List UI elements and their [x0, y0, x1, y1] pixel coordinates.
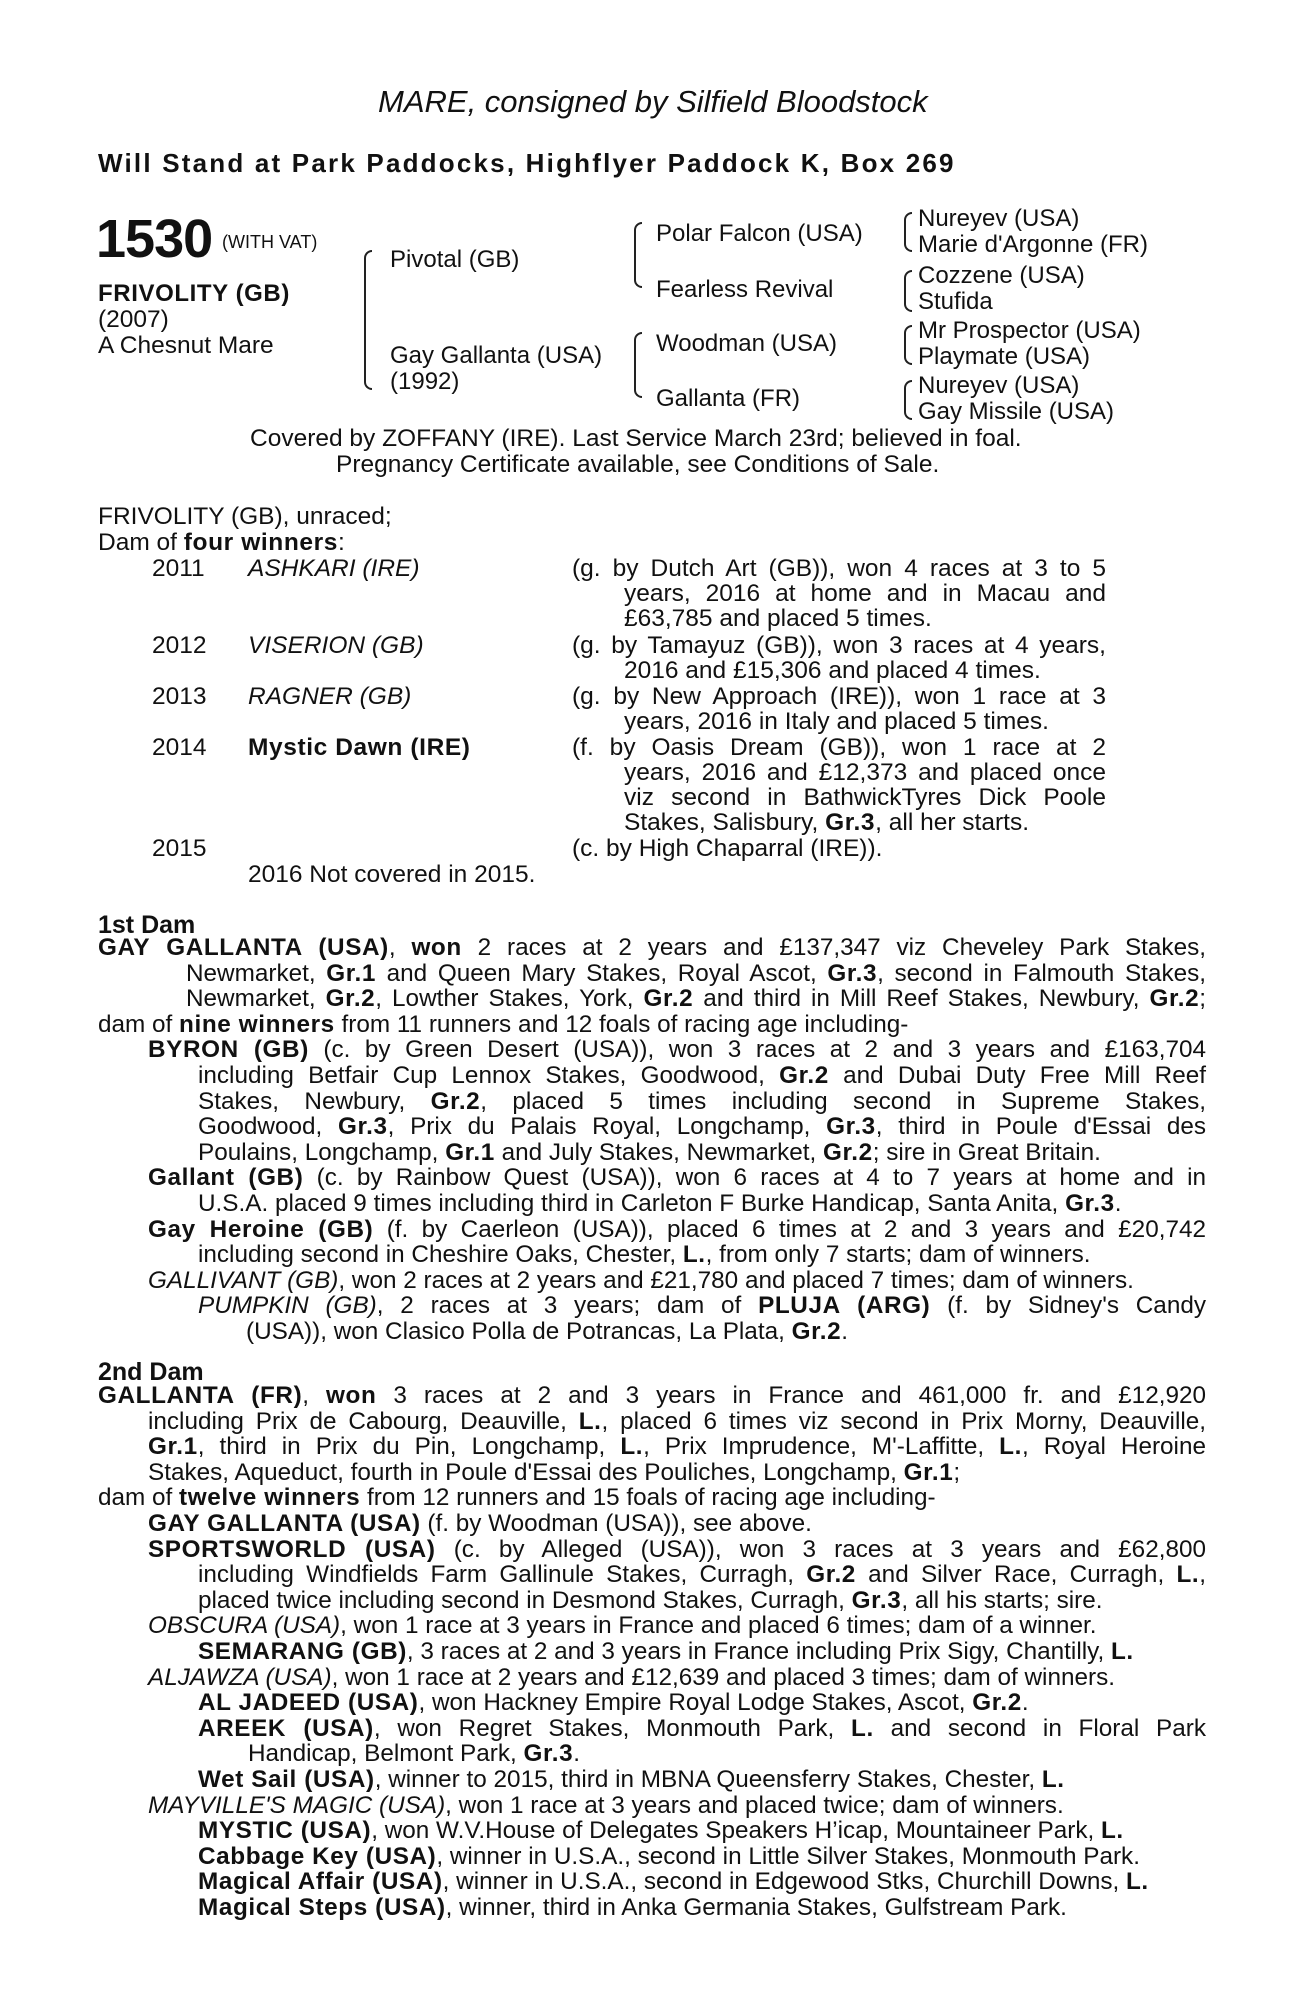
horse-name: FRIVOLITY (GB) — [98, 280, 290, 307]
sss: Nureyev (USA) — [918, 205, 1080, 232]
dam-year: (1992) — [390, 368, 460, 395]
brace-2 — [634, 222, 642, 288]
cabbage-line: Cabbage Key (USA), winner in U.S.A., second in Little Silver Stakes, Monmouth Park. — [198, 1842, 1140, 1870]
produce-year: 2013 — [152, 683, 207, 710]
magical-steps-line: Magical Steps (USA), winner, third in Anka Germania Stakes, Gulfstream Park. — [198, 1893, 1067, 1921]
heroine-line: Gay Heroine (GB) (f. by Caerleon (USA)), placed 6 times at 2 and 3 years and £20,742 — [148, 1215, 1206, 1243]
produce-line: £63,785 and placed 5 times. — [624, 605, 932, 632]
first-dam-line: Newmarket, Gr.1 and Queen Mary Stakes, Royal Ascot, Gr.3, second in Falmouth Stakes, — [186, 959, 1207, 987]
sportsworld-line: including Windfields Farm Gallinule Stakes, Curragh, Gr.2 and Silver Race, Curragh, L., — [198, 1561, 1206, 1589]
brace-7 — [904, 380, 912, 420]
horse-year: (2007) — [98, 306, 169, 333]
horse-description: A Chesnut Mare — [98, 332, 274, 359]
dam-sire: Woodman (USA) — [656, 330, 837, 357]
vat-note: (WITH VAT) — [222, 232, 318, 252]
obscura-line: OBSCURA (USA), won 1 race at 3 years in France and placed 6 times; dam of a winner. — [148, 1612, 1097, 1640]
sds: Cozzene (USA) — [918, 262, 1085, 289]
produce-line: (c. by High Chaparral (IRE)). — [572, 835, 883, 862]
sportsworld-line: placed twice including second in Desmond Stakes, Curragh, Gr.3, all his starts; sire. — [198, 1586, 1103, 1614]
produce-line: (g. by Dutch Art (GB)), won 4 races at 3 to 5 — [572, 555, 1106, 582]
covered-line-2: Pregnancy Certificate available, see Conditions of Sale. — [336, 451, 940, 478]
produce-name: RAGNER (GB) — [248, 683, 412, 710]
produce-year: 2014 — [152, 734, 207, 761]
aljawza-line: ALJAWZA (USA), won 1 race at 2 years and £12,639 and placed 3 times; dam of winners. — [148, 1663, 1115, 1691]
first-dam-line: dam of nine winners from 11 runners and 12 foals of racing age including- — [98, 1010, 909, 1038]
first-dam-line: Newmarket, Gr.2, Lowther Stakes, York, Gr.2 and third in Mill Reef Stakes, Newbury, Gr.2; — [186, 985, 1206, 1013]
gg-line: GAY GALLANTA (USA) (f. by Woodman (USA)), see above. — [148, 1509, 812, 1537]
sportsworld-line: SPORTSWORLD (USA) (c. by Alleged (USA)), won 3 races at 3 years and £62,800 — [148, 1535, 1206, 1563]
dds: Nureyev (USA) — [918, 372, 1080, 399]
lot-number: 1530 — [96, 209, 213, 269]
produce-line: Stakes, Salisbury, Gr.3, all her starts. — [624, 809, 1030, 836]
second-dam-line: GALLANTA (FR), won 3 races at 2 and 3 years in France and 461,000 fr. and £12,920 — [98, 1382, 1206, 1409]
sire-sire: Polar Falcon (USA) — [656, 220, 863, 247]
wetsail-line: Wet Sail (USA), winner to 2015, third in MBNA Queensferry Stakes, Chester, L. — [198, 1765, 1065, 1793]
produce-line: (f. by Oasis Dream (GB)), won 1 race at 2 — [572, 734, 1106, 761]
brace-3 — [634, 332, 642, 398]
second-dam-section — [98, 1383, 1206, 1920]
produce-intro: FRIVOLITY (GB), unraced; — [98, 503, 392, 530]
dsd: Playmate (USA) — [918, 343, 1091, 370]
mystic-line: MYSTIC (USA), won W.V.House of Delegates Speakers H’icap, Mountaineer Park, L. — [198, 1817, 1124, 1845]
byron-line: including Betfair Cup Lennox Stakes, Goodwood, Gr.2 and Dubai Duty Free Mill Reef — [198, 1061, 1207, 1089]
first-dam-heading: 1st Dam — [98, 911, 196, 939]
byron-line: Poulains, Longchamp, Gr.1 and July Stakes, Newmarket, Gr.2; sire in Great Britain. — [198, 1138, 1101, 1166]
produce-year: 2015 — [152, 835, 207, 862]
gallivant-line: GALLIVANT (GB), won 2 races at 2 years and £21,780 and placed 7 times; dam of winners. — [148, 1266, 1134, 1294]
second-dam-line: dam of twelve winners from 12 runners and 15 foals of racing age including- — [98, 1484, 936, 1512]
not-covered-note: 2016 Not covered in 2015. — [248, 861, 536, 888]
produce-year: 2011 — [152, 555, 205, 582]
ssd: Marie d'Argonne (FR) — [918, 231, 1148, 258]
second-dam-line: Stakes, Aqueduct, fourth in Poule d'Essai des Pouliches, Longchamp, Gr.1; — [148, 1458, 961, 1486]
sdd: Stufida — [918, 288, 993, 315]
heroine-line: including second in Cheshire Oaks, Chester, L., from only 7 starts; dam of winners. — [198, 1241, 1091, 1269]
second-dam-line: Gr.1, third in Prix du Pin, Longchamp, L., Prix Imprudence, M'-Laffitte, L., Royal Heroine — [148, 1433, 1206, 1461]
areek-line: Handicap, Belmont Park, Gr.3. — [248, 1740, 580, 1768]
covered-line-1: Covered by ZOFFANY (IRE). Last Service March 23rd; believed in foal. — [250, 425, 1022, 452]
ddd: Gay Missile (USA) — [918, 398, 1115, 425]
second-dam-heading: 2nd Dam — [98, 1358, 204, 1386]
brace-5 — [904, 270, 912, 312]
byron-line: BYRON (GB) (c. by Green Desert (USA)), won 3 races at 2 and 3 years and £163,704 — [148, 1036, 1206, 1064]
brace-6 — [904, 325, 912, 365]
page-title: MARE, consigned by Silfield Bloodstock — [378, 84, 928, 119]
dss: Mr Prospector (USA) — [918, 317, 1141, 344]
areek-line: AREEK (USA), won Regret Stakes, Monmouth Park, L. and second in Floral Park — [198, 1714, 1207, 1742]
produce-name: VISERION (GB) — [248, 632, 424, 659]
produce-name: ASHKARI (IRE) — [248, 555, 420, 582]
mayville-line: MAYVILLE'S MAGIC (USA), won 1 race at 3 years and placed twice; dam of winners. — [148, 1791, 1064, 1819]
dam: Gay Gallanta (USA) — [390, 342, 603, 369]
second-dam-line: including Prix de Cabourg, Deauville, L., placed 6 times viz second in Prix Morny, Deauville, — [148, 1407, 1207, 1435]
produce-line: years, 2016 in Italy and placed 5 times. — [624, 708, 1049, 735]
aljadeed-line: AL JADEED (USA), won Hackney Empire Royal Lodge Stakes, Ascot, Gr.2. — [198, 1689, 1029, 1717]
sire: Pivotal (GB) — [390, 246, 520, 273]
produce-line: years, 2016 and £12,373 and placed once — [624, 759, 1106, 786]
gallant-line: Gallant (GB) (c. by Rainbow Quest (USA)), won 6 races at 4 to 7 years at home and in — [148, 1164, 1206, 1192]
produce-line: years, 2016 at home and in Macau and — [624, 580, 1106, 607]
produce-line: (g. by New Approach (IRE)), won 1 race at 3 — [572, 683, 1106, 710]
brace-1 — [364, 250, 372, 390]
gallant-line: U.S.A. placed 9 times including third in Carleton F Burke Handicap, Santa Anita, Gr.3. — [198, 1189, 1122, 1217]
dam-dam: Gallanta (FR) — [656, 385, 801, 412]
produce-year: 2012 — [152, 632, 207, 659]
produce-name: Mystic Dawn (IRE) — [248, 734, 471, 761]
produce-line: viz second in BathwickTyres Dick Poole — [624, 784, 1106, 811]
magical-affair-line: Magical Affair (USA), winner in U.S.A., second in Edgewood Stks, Churchill Downs, L. — [198, 1868, 1149, 1896]
pumpkin-line: PUMPKIN (GB), 2 races at 3 years; dam of PLUJA (ARG) (f. by Sidney's Candy — [198, 1292, 1206, 1320]
dam-of-line: Dam of four winners: — [98, 529, 345, 556]
byron-line: Stakes, Newbury, Gr.2, placed 5 times including second in Supreme Stakes, — [198, 1087, 1206, 1115]
produce-line: 2016 and £15,306 and placed 4 times. — [624, 657, 1041, 684]
pumpkin-line: (USA)), won Clasico Polla de Potrancas, La Plata, Gr.2. — [246, 1317, 849, 1345]
semarang-line: SEMARANG (GB), 3 races at 2 and 3 years in France including Prix Sigy, Chantilly, L. — [198, 1637, 1134, 1665]
stand-location: Will Stand at Park Paddocks, Highflyer Paddock K, Box 269 — [98, 148, 956, 178]
produce-line: (g. by Tamayuz (GB)), won 3 races at 4 years, — [572, 632, 1106, 659]
first-dam-line: GAY GALLANTA (USA), won 2 races at 2 years and £137,347 viz Cheveley Park Stakes, — [98, 934, 1206, 961]
byron-line: Goodwood, Gr.3, Prix du Palais Royal, Longchamp, Gr.3, third in Poule d'Essai des — [198, 1113, 1206, 1141]
first-dam-section — [98, 935, 1206, 1345]
sire-dam: Fearless Revival — [656, 276, 834, 303]
brace-4 — [904, 212, 912, 252]
